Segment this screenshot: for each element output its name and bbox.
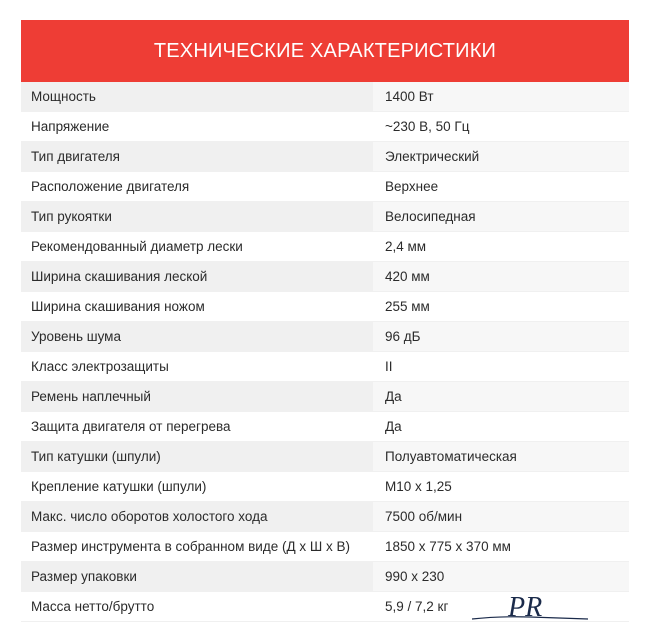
spec-name: Уровень шума	[21, 322, 373, 351]
spec-value: 990 x 230	[373, 562, 629, 591]
table-row	[21, 142, 629, 172]
spec-value: 420 мм	[373, 262, 629, 291]
spec-name: Размер упаковки	[21, 562, 373, 591]
spec-name: Крепление катушки (шпули)	[31, 479, 207, 494]
spec-value: Велосипедная	[373, 202, 629, 231]
spec-name: Защита двигателя от перегрева	[31, 419, 231, 434]
table-row	[21, 532, 629, 562]
spec-value: 255 мм	[385, 299, 430, 314]
spec-value: 7500 об/мин	[373, 502, 629, 531]
spec-name: Класс электрозащиты	[31, 359, 169, 374]
spec-value: II	[385, 359, 393, 374]
spec-name: Тип двигателя	[21, 142, 373, 171]
spec-value: 1400 Вт	[373, 82, 629, 111]
watermark-logo-icon	[470, 586, 590, 626]
spec-name: Тип катушки (шпули)	[21, 442, 373, 471]
spec-value: M10 x 1,25	[385, 479, 452, 494]
spec-value: Да	[385, 419, 402, 434]
table-row	[21, 412, 629, 442]
spec-value: 5,9 / 7,2 кг	[385, 599, 449, 614]
page-title-text: ТЕХНИЧЕСКИЕ ХАРАКТЕРИСТИКИ	[153, 39, 497, 62]
spec-value: Полуавтоматическая	[373, 442, 629, 471]
spec-name: Рекомендованный диаметр лески	[31, 239, 243, 254]
table-row	[21, 352, 629, 382]
spec-value: ~230 В, 50 Гц	[385, 119, 470, 134]
table-row	[21, 112, 629, 142]
table-row	[21, 262, 629, 292]
spec-name: Ширина скашивания леской	[21, 262, 373, 291]
table-row	[21, 172, 629, 202]
spec-value: 96 дБ	[373, 322, 629, 351]
table-row	[21, 202, 629, 232]
table-row	[21, 292, 629, 322]
table-row	[21, 82, 629, 112]
spec-value: 1850 x 775 x 370 мм	[385, 539, 511, 554]
spec-name: Макс. число оборотов холостого хода	[21, 502, 373, 531]
spec-name: Мощность	[21, 82, 373, 111]
spec-name: Напряжение	[31, 119, 110, 134]
spec-value: Верхнее	[385, 179, 439, 194]
watermark-text: PR	[508, 592, 543, 623]
page-title	[21, 20, 629, 82]
spec-value: Электрический	[373, 142, 629, 171]
spec-name: Ремень наплечный	[21, 382, 373, 411]
spec-name: Ширина скашивания ножом	[31, 299, 205, 314]
table-row	[21, 472, 629, 502]
table-row	[21, 502, 629, 532]
spec-value: Да	[373, 382, 629, 411]
spec-value: 2,4 мм	[385, 239, 427, 254]
table-row	[21, 322, 629, 352]
spec-table	[21, 82, 629, 622]
spec-name: Размер инструмента в собранном виде (Д х Ш х В)	[31, 539, 350, 554]
table-row	[21, 232, 629, 262]
table-row	[21, 442, 629, 472]
spec-name: Расположение двигателя	[31, 179, 190, 194]
table-row	[21, 382, 629, 412]
spec-name: Масса нетто/брутто	[31, 599, 155, 614]
spec-name: Тип рукоятки	[21, 202, 373, 231]
